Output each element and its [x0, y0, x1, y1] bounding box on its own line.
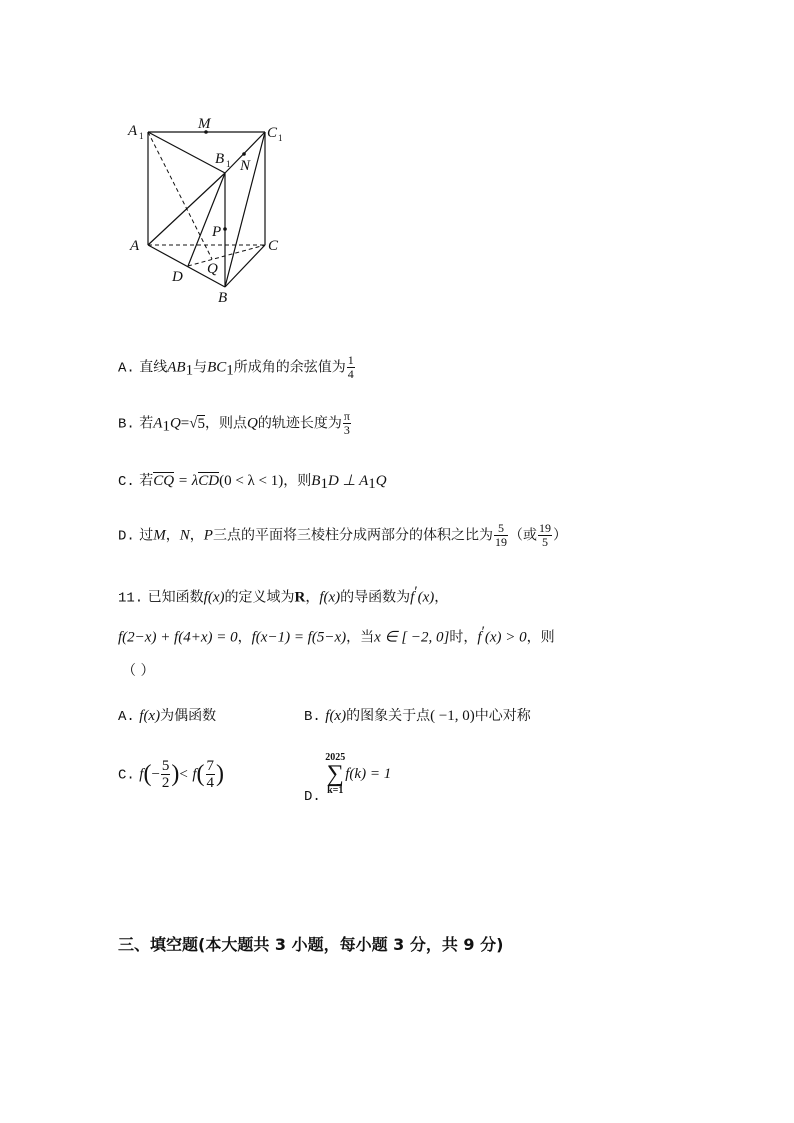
q10-option-b: B. 若$A_1Q=√5$，则点Q的轨迹长度为 $\frac{\pi}{3}$ [118, 409, 350, 437]
q11-option-a: A. f(x)为偶函数 [118, 708, 217, 725]
label-q: Q [207, 261, 218, 277]
vector-cq: CQ [153, 473, 175, 489]
label-b1: B [215, 151, 225, 167]
label-d: D [172, 269, 183, 285]
q10-option-d: D. 过M，N，P三点的平面将三棱柱分成两部分的体积之比为 $\frac{5}{19}$ （或 $\frac{19}{5}$ ） [118, 521, 567, 549]
line-a1q-hidden [148, 132, 212, 259]
option-letter: B. [304, 709, 321, 725]
line-dc-hidden [188, 245, 265, 266]
fraction: $\frac{1}{4}$ [347, 353, 354, 381]
option-letter: C. [118, 767, 135, 784]
sqrt-sign: √ [189, 415, 198, 432]
point-p [223, 227, 227, 231]
q11-answer-blank: （ ） [122, 663, 155, 679]
q11-option-b: B. f(x)的图象关于点( −1, 0)中心对称 [304, 708, 531, 725]
section-heading: 三、填空题(本大题共 3 小题，每小题 3 分，共 9 分) [118, 935, 504, 954]
label-c: C [268, 238, 279, 254]
label-c1: C [267, 125, 278, 141]
q11-stem-line2: f(2−x) + f(4+x) = 0，f(x−1) = f(5−x)，当x ∈ [ −2, 0]时，f′(x) > 0，则 [118, 624, 555, 646]
fraction: $\frac{19}{5}$ [538, 521, 551, 549]
q11-option-c: C. f(− $\frac{5}{2}$ )< f( $\frac{7}{4}$ ) [118, 758, 224, 791]
option-letter: D. [304, 789, 321, 805]
label-m: M [198, 116, 211, 132]
q11-stem-line1: 11. 已知函数f(x)的定义域为R，f(x)的导函数为f′(x)， [118, 584, 449, 607]
label-a1: A [128, 123, 138, 139]
edge-a1b1 [148, 132, 225, 173]
label-a1-sub: 1 [139, 131, 144, 141]
label-b: B [218, 290, 228, 306]
label-n: N [240, 158, 251, 174]
fraction: $\frac{7}{4}$ [206, 758, 214, 791]
option-letter: A. [118, 709, 135, 725]
label-a: A [130, 238, 140, 254]
fraction: $\frac{\pi}{3}$ [343, 409, 350, 437]
summation: 2025 ∑ k=1 [325, 752, 346, 796]
question-number: 11. [118, 590, 144, 607]
point-n [242, 152, 246, 156]
q11-option-d: D. 2025 ∑ k=1 f(k) = 1 [304, 752, 392, 805]
fraction: $\frac{5}{2}$ [161, 758, 170, 791]
label-b1-sub: 1 [226, 159, 231, 169]
sigma-icon: ∑ [326, 761, 344, 787]
vector-cd: CD [198, 473, 220, 489]
option-letter: A. [118, 360, 135, 377]
q10-option-a: A. 直线$AB_1$与$BC_1$所成角的余弦值为 $\frac{1}{4}$ [118, 353, 354, 381]
q10-option-c: C. 若CQ = λCD(0 < λ < 1)，则$B_1D$ ⊥ $A_1Q$ [118, 473, 387, 492]
option-letter: C. [118, 474, 135, 490]
option-letter: D. [118, 528, 135, 545]
fraction: $\frac{5}{19}$ [494, 521, 507, 549]
option-letter: B. [118, 416, 135, 433]
label-p: P [212, 224, 222, 240]
label-c1-sub: 1 [278, 133, 283, 143]
prism-figure [120, 110, 310, 310]
line-db1 [188, 173, 225, 266]
